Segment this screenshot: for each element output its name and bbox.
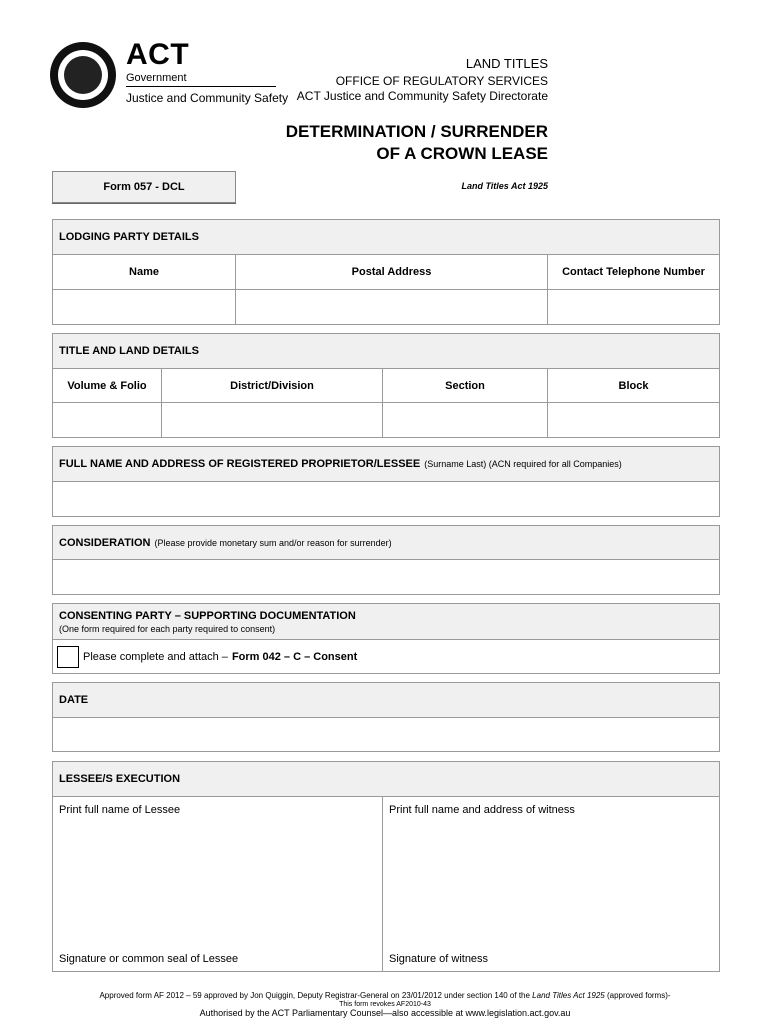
consenting-party-heading: CONSENTING PARTY – SUPPORTING DOCUMENTATION (One form required for each party required to consent)	[53, 604, 719, 640]
execution-section	[52, 761, 720, 972]
col-volume-folio-label: Volume & Folio	[53, 369, 162, 402]
col-block-label: Block	[618, 379, 649, 392]
logo-department-text: Justice and Community Safety	[126, 91, 289, 105]
volume-folio-field[interactable]	[53, 403, 162, 437]
form-id-box	[52, 171, 236, 203]
col-contact-phone-label: Contact Telephone Number	[562, 266, 705, 278]
col-name-label: Name	[53, 255, 236, 289]
witness-signature-label: Signature of witness	[389, 953, 489, 965]
consent-attached-checkbox[interactable]	[57, 646, 79, 668]
consent-form-ref: Form 042 – C – Consent	[231, 650, 358, 663]
witness-execution-box[interactable]	[383, 797, 719, 971]
col-district-label: District/Division	[162, 369, 383, 402]
section-field[interactable]	[383, 403, 548, 437]
lodging-party-heading: LODGING PARTY DETAILS	[53, 220, 719, 255]
lodging-address-field[interactable]	[236, 290, 548, 324]
footer-approval: Approved form AF 2012 – 59 approved by Jon Quiggin, Deputy Registrar-General on 23/01/2012 under section 140 of the Land Titles Act 1925 (approved forms)-	[99, 991, 671, 1000]
col-postal-address-label: Postal Address	[236, 255, 548, 289]
title-land-heading: TITLE AND LAND DETAILS	[53, 334, 719, 369]
footer-revokes: This form revokes AF2010-43	[339, 1001, 431, 1008]
lodging-party-section	[52, 219, 720, 325]
lessee-name-label: Print full name of Lessee	[59, 804, 181, 816]
logo-act-text: ACT	[126, 38, 190, 71]
date-heading: DATE	[53, 683, 719, 718]
header-land-titles: LAND TITLES	[465, 56, 548, 71]
form-title-line1: DETERMINATION / SURRENDER	[285, 122, 548, 141]
consideration-field[interactable]	[53, 560, 719, 594]
form-title-line2: OF A CROWN LEASE	[376, 144, 548, 163]
act-government-seal-logo	[50, 42, 116, 108]
consent-instruction: Please complete and attach –	[83, 650, 228, 663]
execution-heading: LESSEE/S EXECUTION	[53, 762, 719, 797]
proprietor-field[interactable]	[53, 482, 719, 516]
lodging-name-field[interactable]	[53, 290, 236, 324]
consideration-note: (Please provide monetary sum and/or reason for surrender)	[154, 537, 392, 548]
block-field[interactable]	[548, 403, 719, 437]
header-office: OFFICE OF REGULATORY SERVICES	[335, 74, 548, 88]
consideration-heading: CONSIDERATION (Please provide monetary sum and/or reason for surrender)	[53, 526, 719, 560]
consenting-party-section	[52, 603, 720, 674]
date-field[interactable]	[53, 718, 719, 751]
logo-divider	[126, 86, 276, 87]
header-directorate: ACT Justice and Community Safety Directorate	[296, 89, 548, 103]
logo-government-text: Government	[126, 72, 187, 84]
act-reference: Land Titles Act 1925	[461, 181, 548, 191]
lodging-phone-field[interactable]	[548, 290, 719, 324]
proprietor-note: (Surname Last) (ACN required for all Companies)	[424, 459, 622, 469]
witness-name-label: Print full name and address of witness	[389, 804, 575, 816]
consideration-section	[52, 525, 720, 595]
col-section-label: Section	[383, 369, 548, 402]
lessee-execution-box[interactable]	[53, 797, 383, 971]
lessee-signature-label: Signature or common seal of Lessee	[59, 953, 239, 965]
form-id: Form 057 - DCL	[103, 181, 185, 193]
consenting-subnote: (One form required for each party required to consent)	[59, 623, 276, 634]
footer-authorised: Authorised by the ACT Parliamentary Counsel—also accessible at www.legislation.act.gov.au	[199, 1008, 571, 1018]
title-land-section	[52, 333, 720, 438]
district-field[interactable]	[162, 403, 383, 437]
proprietor-heading: FULL NAME AND ADDRESS OF REGISTERED PROPRIETOR/LESSEE (Surname Last) (ACN required for all Companies)	[53, 447, 719, 482]
proprietor-section	[52, 446, 720, 517]
date-section	[52, 682, 720, 752]
